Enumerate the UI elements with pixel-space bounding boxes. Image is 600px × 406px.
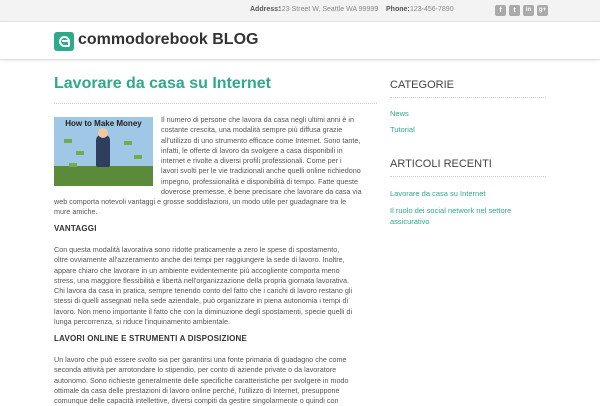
sidebar-category-news[interactable]: News: [390, 109, 409, 118]
image-caption: How to Make Money: [65, 119, 142, 128]
sidebar-recent-title: ARTICOLI RECENTI: [390, 158, 492, 170]
googleplus-icon[interactable]: g+: [537, 5, 548, 16]
sidebar-category-tutorial[interactable]: Tutorial: [390, 125, 415, 134]
post-title[interactable]: Lavorare da casa su Internet: [54, 75, 271, 92]
facebook-icon[interactable]: f: [495, 5, 506, 16]
section-lavori-text: Un lavoro che può essere svolto sia per garantirsi una fonte primaria di guadagno che come seconda attività per arrotondare lo stipendio, per conto di aziende private o da lavoratore autonomo. Sono richieste generalmente delle specifiche caratteristiche per svolgere in modo ottimale da casa delle prestazioni di lavoro online perché, l'utilizzo di Internet, presuppone comunque delle capacità intellettive, diversi compiti da gestire singolarmente o quindi con: [54, 355, 349, 406]
section-vantaggi-text: Con questa modalità lavorativa sono ridotte praticamente a zero le spese di spostamento, oltre ovviamente all'azzeramento anche dei tempi per raggiungere la sede di lavoro. Inoltre, appare chiaro che lavorare in un ambiente evidentemente più accogliente comporta meno stress, una maggiore flessibilità e libertà nell'organizzazione della propria giornata lavorativa. Chi lavora da casa in pratica, sempre tenendo conto del fatto che i carichi di lavoro restano gli stessi di quelli assegnati nella sede aziendale, può organizzare in piena autonomia i tempi di lavoro. Non meno importante il fatto che con la diminuzione degli spostamenti, specie quelli di lunga percorrenza, si riduce l'inquinamento ambientale.: [54, 245, 353, 327]
address-value: 123 Street W, Seattle WA 99999: [278, 6, 379, 13]
site-brand[interactable]: commodorebook BLOG: [78, 31, 259, 48]
sidebar-categories-title: CATEGORIE: [390, 79, 454, 91]
section-heading-vantaggi: VANTAGGI: [54, 224, 97, 233]
section-heading-lavori: LAVORI ONLINE E STRUMENTI A DISPOSIZIONE: [54, 334, 248, 343]
sidebar-divider: [390, 97, 546, 98]
site-header: [0, 22, 600, 60]
twitter-icon[interactable]: t: [509, 5, 520, 16]
phone-value: 123-456-7890: [410, 6, 454, 13]
address-label: Address:: [250, 6, 281, 13]
sidebar-recent-post-2[interactable]: Il ruolo dei social network nel settore assicurativo: [390, 206, 512, 226]
post-intro-tail: web comporta notevoli vantaggi e grosse soddisfazioni, un modo utile per guadagnare tra le mure amiche.: [54, 197, 347, 217]
phone-label: Phone:: [386, 6, 410, 13]
post-intro: Il numero di persone che lavora da casa negli ultimi anni è in costante crescita, una modalità sempre più diffusa grazie all'utilizzo di uno strumento efficace come Internet. Sono tante, infatti, le offerte di lavoro da svolgere a casa disponibili in internet e rivolte a diversi profili professionali. Come per i lavori svolti per le vie tradizionali anche quelli online richiedono impegno, professionalità e disponibilità di tempo. Fatte queste doverose premesse, è bene precisare che lavorare da casa via: [161, 115, 362, 197]
logo-icon[interactable]: [54, 32, 74, 51]
sidebar-divider: [390, 176, 546, 177]
title-divider: [54, 103, 377, 104]
post-image: [54, 117, 153, 186]
linkedin-icon[interactable]: in: [523, 5, 534, 16]
top-info-bar: [0, 0, 600, 22]
sidebar-recent-post-1[interactable]: Lavorare da casa su Internet: [390, 189, 486, 198]
